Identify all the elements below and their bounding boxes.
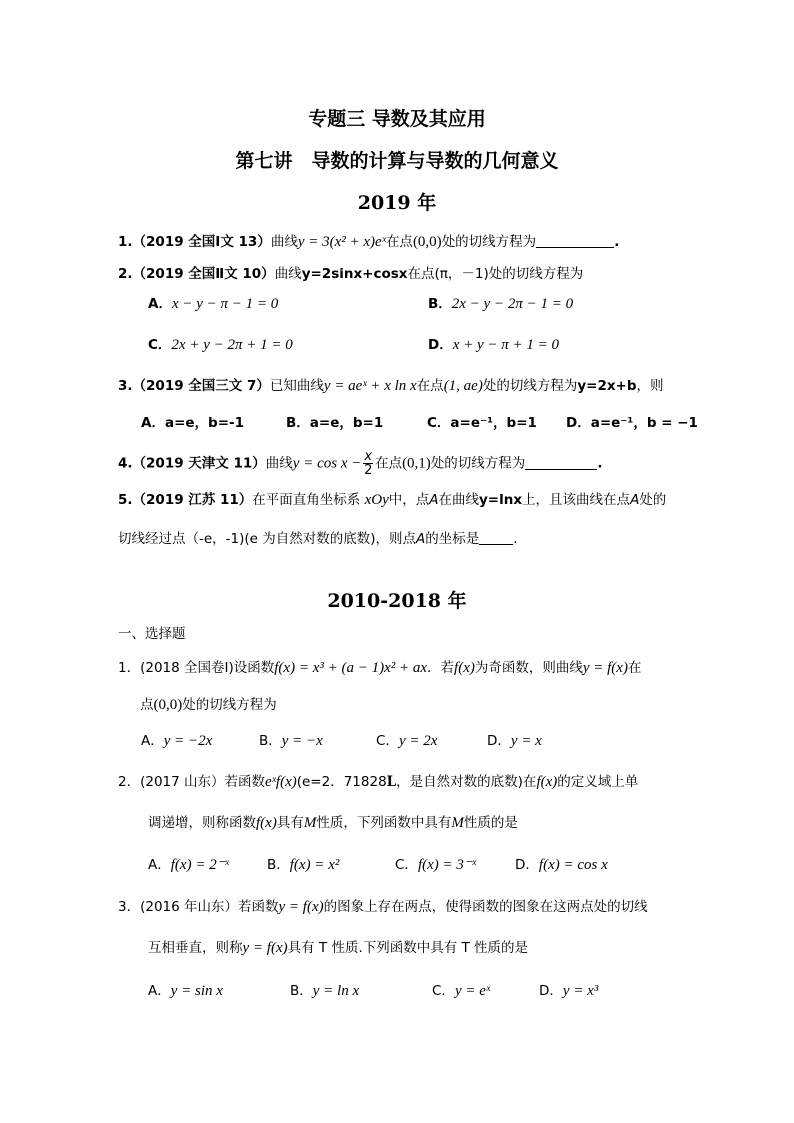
section-q1-option-c: C．y = 2x	[376, 733, 438, 749]
option-2019-3-d: D．a=e⁻¹，b = −1	[566, 415, 698, 431]
question-2019-5-line2: 切线经过点（-e，-1)(e 为自然对数的底数)，则点A的坐标是 .	[118, 531, 518, 547]
question-2019-4: 4.（2019 天津文 11）曲线y = cos x − $\frac{x}{2}$ 在点(0,1)处的切线方程为 .	[118, 449, 603, 478]
section-q1-option-b: B．y = −x	[259, 733, 323, 749]
fraction: $\frac{x}{2}$	[364, 449, 373, 478]
question-2019-3: 3.（2019 全国三文 7）已知曲线y = aeˣ + x ln x在点(1, ae)处的切线方程为y=2x+b，则	[118, 378, 664, 394]
section-question-2-line2: 调递增，则称函数f(x)具有M性质，下列函数中具有M性质的是	[148, 815, 518, 831]
option-2019-3-a: A．a=e，b=-1	[141, 415, 245, 431]
option-2019-2-d: D．x + y − π + 1 = 0	[428, 337, 560, 353]
year-heading-2010-2018: 2010-2018 年	[327, 590, 467, 612]
option-2019-3-b: B．a=e，b=1	[286, 415, 384, 431]
option-2019-2-a: A．x − y − π − 1 = 0	[148, 296, 279, 312]
section-q2-option-a: A．f(x) = 2⁻ˣ	[148, 857, 229, 873]
question-2019-5-line1: 5.（2019 江苏 11）在平面直角坐标系 xOy中，点A在曲线y=lnx上，且该曲线在点A处的	[118, 492, 667, 508]
section-q3-option-b: B．y = ln x	[290, 983, 360, 999]
section-q2-option-c: C．f(x) = 3⁻ˣ	[395, 857, 477, 873]
section-heading: 一、选择题	[118, 626, 186, 642]
section-question-3-line2: 互相垂直，则称y = f(x)具有 T 性质.下列函数中具有 T 性质的是	[148, 940, 529, 956]
lecture-title: 第七讲 导数的计算与导数的几何意义	[235, 150, 559, 172]
section-question-3-line1: 3．(2016 年山东）若函数y = f(x)的图象上存在两点，使得函数的图象在这两点处的切线	[118, 899, 648, 915]
question-2019-1: 1.（2019 全国Ⅰ文 13）曲线y = 3(x² + x)eˣ在点(0,0)处的切线方程为 .	[118, 234, 620, 250]
section-question-2-line1: 2．(2017 山东）若函数eˣf(x)(e=2．71828L，是自然对数的底数)在f(x)的定义域上单	[118, 774, 639, 790]
year-heading-2019: 2019 年	[357, 192, 437, 214]
topic-title: 专题三 导数及其应用	[308, 108, 486, 130]
option-2019-2-c: C．2x + y − 2π + 1 = 0	[148, 337, 293, 353]
section-q3-option-c: C．y = eˣ	[432, 983, 491, 999]
option-2019-2-b: B．2x − y − 2π − 1 = 0	[428, 296, 574, 312]
section-question-1-line2: 点(0,0)处的切线方程为	[140, 697, 277, 713]
section-q3-option-a: A．y = sin x	[148, 983, 223, 999]
section-question-1-line1: 1．(2018 全国卷Ⅰ)设函数f(x) = x³ + (a − 1)x² + ax．若f(x)为奇函数，则曲线y = f(x)在	[118, 660, 642, 676]
answer-blank	[525, 455, 597, 470]
section-q2-option-b: B．f(x) = x²	[267, 857, 340, 873]
section-q3-option-d: D．y = x³	[539, 983, 599, 999]
formula: y = 3(x² + x)eˣ	[297, 234, 386, 250]
option-2019-3-c: C．a=e⁻¹，b=1	[427, 415, 537, 431]
section-q2-option-d: D．f(x) = cos x	[515, 857, 608, 873]
answer-blank	[479, 530, 513, 545]
question-2019-2: 2.（2019 全国Ⅱ文 10）曲线y=2sinx+cosx在点(π，－1)处的切线方程为	[118, 266, 584, 282]
answer-blank	[536, 233, 614, 248]
section-q1-option-a: A．y = −2x	[141, 733, 213, 749]
section-q1-option-d: D．y = x	[487, 733, 542, 749]
